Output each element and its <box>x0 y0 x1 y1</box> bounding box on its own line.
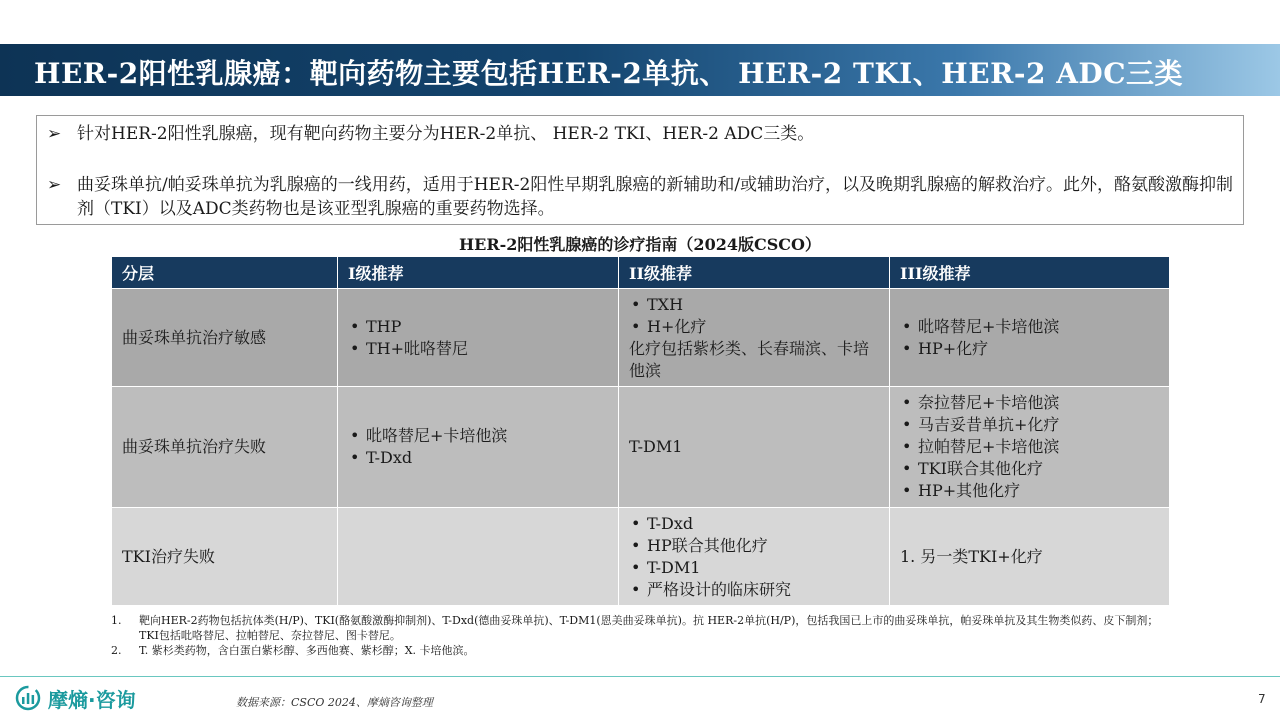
stratum-cell: 曲妥珠单抗治疗敏感 <box>112 289 338 387</box>
list-item: • HP+其他化疗 <box>918 480 1159 502</box>
list-item: • THP <box>366 316 608 338</box>
list-item: • TH+吡咯替尼 <box>366 338 608 360</box>
brand-logo <box>14 684 136 712</box>
title-bar <box>0 44 1280 96</box>
footnote-text: 靶向HER-2药物包括抗体类(H/P)、TKI(酪氨酸激酶抑制剂)、T-Dxd(德曲妥珠单抗)、T-DM1(恩美曲妥珠单抗)。抗 HER-2单抗(H/P)，包括我国已上市的曲妥珠单抗，帕妥珠单抗及其生物类似药、皮下制剂；TKI包括吡咯替尼、拉帕替尼、奈拉替尼、图卡替尼。 <box>139 614 1159 642</box>
arrow-bullet-icon: ➢ <box>47 124 62 144</box>
level2-cell <box>619 289 890 387</box>
list-item: • 严格设计的临床研究 <box>647 579 879 601</box>
list-item: • T-Dxd <box>366 447 608 469</box>
level2-cell: T-DM1 <box>619 387 890 508</box>
table-title: HER-2阳性乳腺癌的诊疗指南（2024版CSCO） <box>459 235 821 254</box>
footnote-number: 1. <box>111 614 122 627</box>
level1-cell <box>338 508 619 606</box>
level2-cell <box>619 508 890 606</box>
guideline-table <box>111 256 1170 606</box>
footnotes <box>111 613 1171 658</box>
summary-point <box>47 173 1235 221</box>
table-row <box>112 508 1170 606</box>
stratum-cell: TKI治疗失败 <box>112 508 338 606</box>
footnote-text: T. 紫杉类药物，含白蛋白紫杉醇、多西他赛、紫杉醇；X. 卡培他滨。 <box>139 644 475 657</box>
page-title: HER-2阳性乳腺癌：靶向药物主要包括HER-2单抗、 HER-2 TKI、HER-2 ADC三类 <box>34 57 1183 90</box>
column-header: 分层 <box>112 257 338 289</box>
summary-point <box>47 122 1235 146</box>
level1-cell <box>338 387 619 508</box>
list-item: • 吡咯替尼+卡培他滨 <box>918 316 1159 338</box>
data-source: 数据来源：CSCO 2024、摩熵咨询整理 <box>236 696 433 709</box>
list-item: • 马吉妥昔单抗+化疗 <box>918 414 1159 436</box>
summary-point-text: 曲妥珠单抗/帕妥珠单抗为乳腺癌的一线用药，适用于HER-2阳性早期乳腺癌的新辅助和/或辅助治疗，以及晚期乳腺癌的解救治疗。此外，酪氨酸激酶抑制剂（TKI）以及ADC类药物也是该亚型乳腺癌的重要药物选择。 <box>77 175 1234 219</box>
column-header: I级推荐 <box>338 257 619 289</box>
list-item: • H+化疗 <box>647 316 879 338</box>
level3-cell <box>890 289 1170 387</box>
page-number: 7 <box>1258 692 1266 706</box>
list-item: • TKI联合其他化疗 <box>918 458 1159 480</box>
list-item: • 奈拉替尼+卡培他滨 <box>918 392 1159 414</box>
table-row <box>112 387 1170 508</box>
summary-box <box>36 115 1244 225</box>
list-item: • 吡咯替尼+卡培他滨 <box>366 425 608 447</box>
footnote <box>111 643 1171 658</box>
brand-logo-text: 摩熵·咨询 <box>48 687 136 712</box>
list-item: • T-DM1 <box>647 557 879 579</box>
column-header: III级推荐 <box>890 257 1170 289</box>
list-item: • TXH <box>647 294 879 316</box>
footnote-number: 2. <box>111 644 122 657</box>
column-header: II级推荐 <box>619 257 890 289</box>
level1-cell <box>338 289 619 387</box>
arrow-bullet-icon: ➢ <box>47 175 62 195</box>
cell-note: 化疗包括紫杉类、长春瑞滨、卡培他滨 <box>629 338 870 380</box>
list-item: • HP联合其他化疗 <box>647 535 879 557</box>
table-row <box>112 289 1170 387</box>
level3-cell <box>890 387 1170 508</box>
table-header-row <box>112 257 1170 289</box>
list-item: • HP+化疗 <box>918 338 1159 360</box>
list-item: • T-Dxd <box>647 513 879 535</box>
footer-divider <box>0 676 1280 677</box>
summary-point-text: 针对HER-2阳性乳腺癌，现有靶向药物主要分为HER-2单抗、 HER-2 TKI、HER-2 ADC三类。 <box>77 124 815 144</box>
brand-logo-icon <box>14 684 42 712</box>
stratum-cell: 曲妥珠单抗治疗失败 <box>112 387 338 508</box>
list-item: • 拉帕替尼+卡培他滨 <box>918 436 1159 458</box>
footnote <box>111 613 1171 643</box>
level3-cell: 1. 另一类TKI+化疗 <box>890 508 1170 606</box>
